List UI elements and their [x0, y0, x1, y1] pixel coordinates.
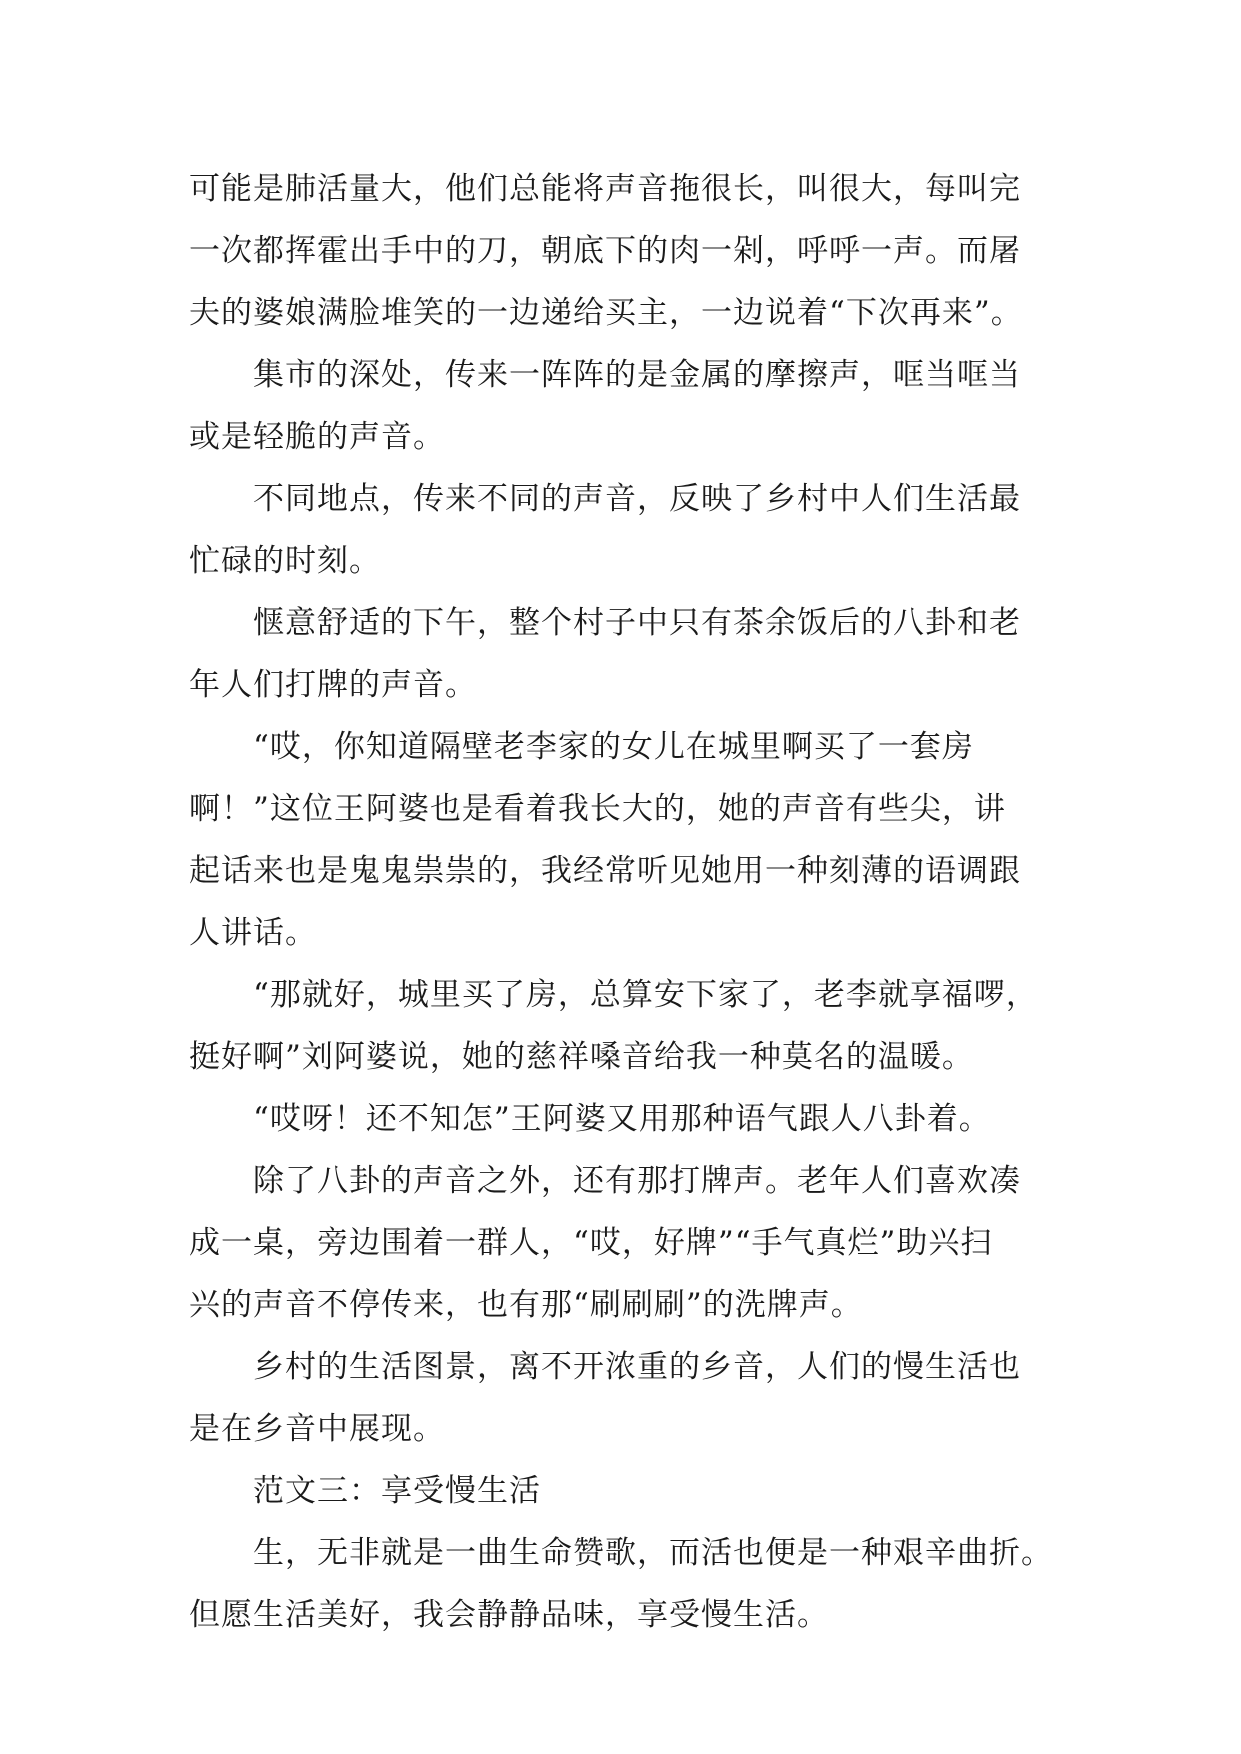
text-line: 一次都挥霍出手中的刀，朝底下的肉一剁，呼呼一声。而屠: [189, 233, 1021, 269]
paragraph-first-line: “哎呀！还不知怎”王阿婆又用那种语气跟人八卦着。: [253, 1101, 991, 1137]
text-line: 人讲话。: [189, 915, 317, 951]
paragraph-first-line: “哎，你知道隔壁老李家的女儿在城里啊买了一套房: [253, 729, 974, 765]
text-line: 年人们打牌的声音。: [189, 667, 477, 703]
paragraph-first-line: “那就好，城里买了房，总算安下家了，老李就享福啰，: [253, 977, 1038, 1013]
paragraph-first-line: 生，无非就是一曲生命赞歌，而活也便是一种艰辛曲折。: [253, 1535, 1053, 1571]
text-line: 但愿生活美好，我会静静品味，享受慢生活。: [189, 1597, 829, 1633]
text-line: 可能是肺活量大，他们总能将声音拖很长，叫很大，每叫完: [189, 171, 1021, 207]
section-heading: 范文三：享受慢生活: [253, 1473, 541, 1509]
text-line: 挺好啊”刘阿婆说，她的慈祥嗓音给我一种莫名的温暖。: [189, 1039, 974, 1075]
document-body: [189, 158, 1069, 1646]
text-line: 夫的婆娘满脸堆笑的一边递给买主，一边说着“下次再来”。: [189, 295, 1023, 331]
text-line: 成一桌，旁边围着一群人，“哎，好牌”“手气真烂”助兴扫: [189, 1225, 993, 1261]
text-line: 忙碌的时刻。: [189, 543, 381, 579]
paragraph-first-line: 除了八卦的声音之外，还有那打牌声。老年人们喜欢凑: [253, 1163, 1021, 1199]
paragraph-first-line: 惬意舒适的下午，整个村子中只有茶余饭后的八卦和老: [253, 605, 1021, 641]
text-line: 或是轻脆的声音。: [189, 419, 445, 455]
text-line: 起话来也是鬼鬼祟祟的，我经常听见她用一种刻薄的语调跟: [189, 853, 1021, 889]
text-line: 啊！”这位王阿婆也是看着我长大的，她的声音有些尖，讲: [189, 791, 1006, 827]
text-line: 兴的声音不停传来，也有那“刷刷刷”的洗牌声。: [189, 1287, 863, 1323]
paragraph-first-line: 不同地点，传来不同的声音，反映了乡村中人们生活最: [253, 481, 1021, 517]
paragraph-first-line: 集市的深处，传来一阵阵的是金属的摩擦声，哐当哐当: [253, 357, 1021, 393]
text-line: 是在乡音中展现。: [189, 1411, 445, 1447]
paragraph-first-line: 乡村的生活图景，离不开浓重的乡音，人们的慢生活也: [253, 1349, 1021, 1385]
